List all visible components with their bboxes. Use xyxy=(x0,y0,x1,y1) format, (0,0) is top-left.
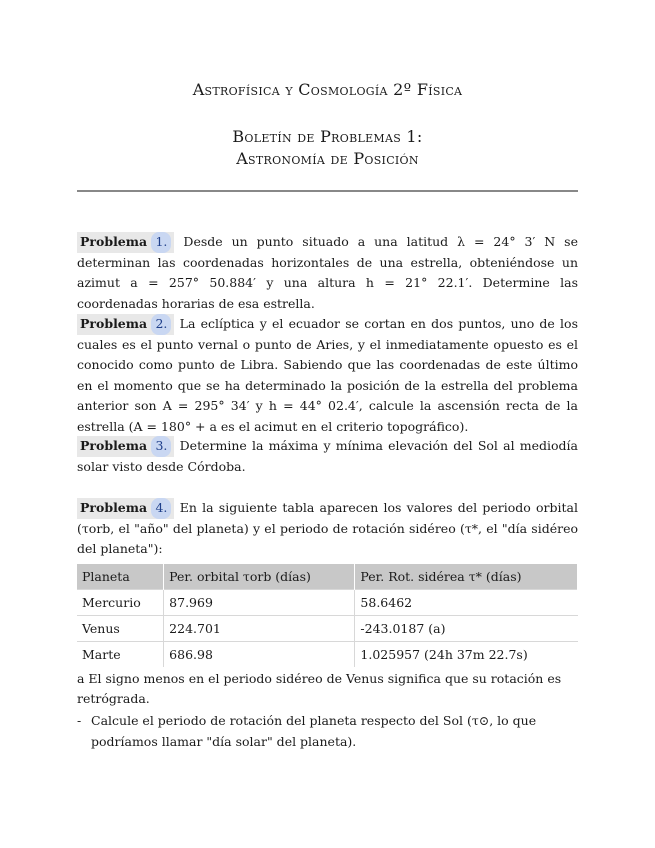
course-title: Astrofísica y Cosmología 2º Física xyxy=(192,80,463,99)
table-cell: 87.969 xyxy=(164,590,355,616)
bulletin-subtitle: Astronomía de Posición xyxy=(236,149,419,168)
bulletin-heading: Boletín de Problemas 1: xyxy=(232,127,423,146)
problem-label: Problema 3. xyxy=(77,436,174,457)
table-row xyxy=(77,616,578,642)
problem-number: 1. xyxy=(151,232,171,253)
table-cell: 224.701 xyxy=(164,616,355,642)
table-cell: -243.0187 (a) xyxy=(355,616,578,642)
problem-number: 4. xyxy=(151,498,171,519)
bulletin-title xyxy=(0,126,655,170)
table-cell: 686.98 xyxy=(164,642,355,668)
problem-3 xyxy=(77,436,578,477)
table-row xyxy=(77,590,578,616)
problem-text: En la siguiente tabla aparecen los valores del periodo orbital (τorb, el "año" del planeta) y el periodo de rotación sidéreo (τ*, el "día sidéreo del planeta"): xyxy=(77,500,578,556)
problem-text: Desde un punto situado a una latitud λ = 24° 3′ N se determinan las coordenadas horizontales de una estrella, obteniéndose un azimut a = 257° 50.884′ y una altura h = 21° 22.1′. Determine las coordenadas horarias de esa estrella. xyxy=(77,234,578,311)
table-header-row xyxy=(77,564,578,590)
table-row xyxy=(77,642,578,668)
table-footnote: a El signo menos en el periodo sidéreo de Venus significa que su rotación es retrógrada. xyxy=(77,671,562,706)
column-header: Planeta xyxy=(77,564,164,590)
problem-text: Determine la máxima y mínima elevación del Sol al mediodía solar visto desde Córdoba. xyxy=(77,438,578,474)
problem-number: 2. xyxy=(151,314,171,335)
table-cell: 58.6462 xyxy=(355,590,578,616)
table-cell: Marte xyxy=(77,642,164,668)
problem-1 xyxy=(77,232,578,314)
table-cell: 1.025957 (24h 37m 22.7s) xyxy=(355,642,578,668)
problem-4 xyxy=(77,498,578,560)
problem-number: 3. xyxy=(151,436,171,457)
title-divider xyxy=(77,190,578,192)
bullet-text: Calcule el periodo de rotación del planeta respecto del Sol (τ⊙, lo que podríamos llamar "día solar" del planeta). xyxy=(91,713,537,749)
problem-label: Problema 2. xyxy=(77,314,174,335)
problem-label: Problema 1. xyxy=(77,232,174,253)
problem-label: Problema 4. xyxy=(77,498,174,519)
column-header: Per. orbital τorb (días) xyxy=(164,564,355,590)
planet-table xyxy=(77,564,578,667)
problem-text: La eclíptica y el ecuador se cortan en dos puntos, uno de los cuales es el punto vernal o punto de Aries, y el inmediatamente opuesto es el conocido como punto de Libra. Sabiendo que las coordenadas de este último en el momento que se ha determinado la posición de la estrella del problema anterior son A = 295° 34′ y h = 44° 02.4′, calcule la ascensión recta de la estrella (A = 180° + a es el acimut en el criterio topográfico). xyxy=(77,316,578,434)
column-header: Per. Rot. sidérea τ* (días) xyxy=(355,564,578,590)
table-cell: Mercurio xyxy=(77,590,164,616)
table-cell: Venus xyxy=(77,616,164,642)
bullet-dash: - xyxy=(77,713,82,728)
problem-2 xyxy=(77,314,578,437)
task-bullet xyxy=(77,710,578,752)
